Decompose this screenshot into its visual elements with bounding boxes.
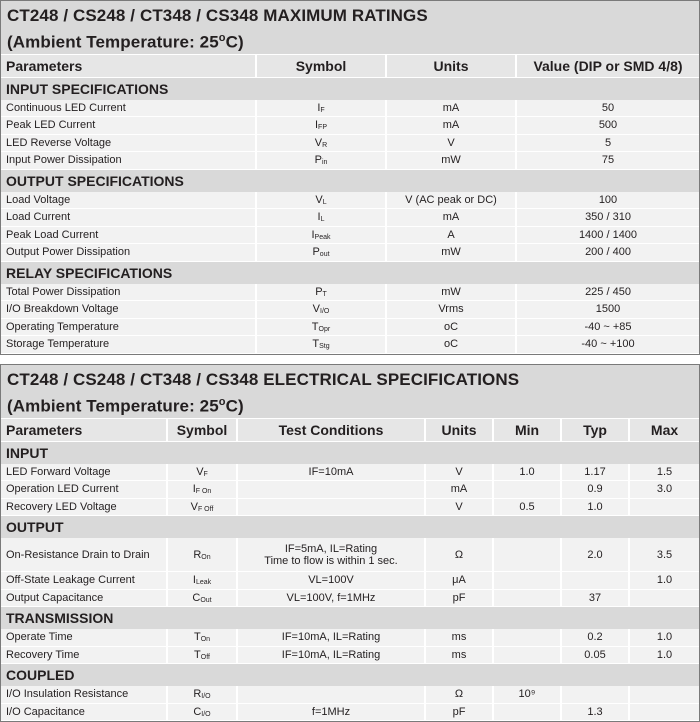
parameter-cell: On-Resistance Drain to Drain bbox=[1, 538, 167, 572]
typ-cell: 37 bbox=[561, 589, 629, 607]
value-cell: 50 bbox=[516, 100, 699, 117]
parameter-cell: Peak LED Current bbox=[1, 117, 256, 135]
value-cell: 5 bbox=[516, 134, 699, 152]
table-row bbox=[1, 117, 699, 135]
test-conditions-cell bbox=[237, 464, 425, 481]
symbol: C bbox=[193, 705, 202, 718]
symbol-subscript: T bbox=[322, 290, 327, 298]
test-condition: f=1MHz bbox=[311, 705, 351, 718]
value-cell: -40 ~ +100 bbox=[516, 336, 699, 354]
symbol-cell bbox=[167, 481, 237, 499]
units-cell: μA bbox=[425, 572, 493, 590]
symbol-cell bbox=[256, 209, 386, 227]
symbol-subscript: Off bbox=[200, 653, 210, 661]
parameter-cell: Total Power Dissipation bbox=[1, 284, 256, 301]
table-row bbox=[1, 134, 699, 152]
column-header: Max bbox=[629, 418, 699, 441]
value-cell: -40 ~ +85 bbox=[516, 318, 699, 336]
symbol-cell bbox=[167, 464, 237, 481]
units-cell: pF bbox=[425, 703, 493, 721]
table-row bbox=[1, 703, 699, 721]
value-cell: 225 / 450 bbox=[516, 284, 699, 301]
typ-cell: 0.9 bbox=[561, 481, 629, 499]
parameter-cell: Recovery LED Voltage bbox=[1, 498, 167, 516]
symbol: V bbox=[312, 303, 320, 316]
value-cell: 1400 / 1400 bbox=[516, 226, 699, 244]
units-cell: mA bbox=[386, 117, 516, 135]
title-line-2-unit: C) bbox=[225, 32, 244, 52]
test-condition: IF=10mA bbox=[308, 465, 354, 478]
units-cell: mW bbox=[386, 152, 516, 170]
parameter-cell: Peak Load Current bbox=[1, 226, 256, 244]
parameter-cell: I/O Insulation Resistance bbox=[1, 686, 167, 703]
min-cell bbox=[493, 572, 561, 590]
test-condition-note: Time to flow is within 1 sec. bbox=[264, 554, 398, 567]
test-conditions-cell bbox=[237, 686, 425, 703]
test-conditions-cell bbox=[237, 572, 425, 590]
column-header: Value (DIP or SMD 4/8) bbox=[516, 54, 699, 77]
max-cell: 3.0 bbox=[629, 481, 699, 499]
symbol-subscript: Leak bbox=[195, 579, 212, 587]
parameter-cell: Output Power Dissipation bbox=[1, 244, 256, 262]
typ-cell: 2.0 bbox=[561, 538, 629, 572]
test-condition: IF=5mA, IL=Rating bbox=[284, 542, 378, 555]
units-cell: V bbox=[425, 498, 493, 516]
symbol: P bbox=[315, 285, 323, 298]
section-title: OUTPUT SPECIFICATIONS bbox=[1, 169, 699, 192]
units-cell: Vrms bbox=[386, 301, 516, 319]
value-cell: 350 / 310 bbox=[516, 209, 699, 227]
symbol: P bbox=[312, 246, 320, 259]
table-row bbox=[1, 589, 699, 607]
units-cell: V bbox=[386, 134, 516, 152]
units-cell: ms bbox=[425, 646, 493, 664]
value-cell: 75 bbox=[516, 152, 699, 170]
symbol: T bbox=[311, 320, 319, 333]
symbol-subscript: L bbox=[320, 216, 325, 224]
parameter-cell: Operate Time bbox=[1, 629, 167, 646]
symbol-cell bbox=[256, 117, 386, 135]
symbol-cell bbox=[256, 226, 386, 244]
table-row bbox=[1, 629, 699, 646]
max-cell: 1.5 bbox=[629, 464, 699, 481]
min-cell: 1.0 bbox=[493, 464, 561, 481]
min-cell: 0.5 bbox=[493, 498, 561, 516]
parameter-cell: Continuous LED Current bbox=[1, 100, 256, 117]
symbol-subscript: I/O bbox=[201, 693, 211, 701]
table-row bbox=[1, 336, 699, 354]
section-header bbox=[1, 261, 699, 284]
parameter-cell: Operating Temperature bbox=[1, 318, 256, 336]
symbol-cell bbox=[167, 538, 237, 572]
symbol-subscript: F bbox=[203, 470, 208, 478]
min-cell bbox=[493, 589, 561, 607]
table-row bbox=[1, 318, 699, 336]
units-cell: V bbox=[425, 464, 493, 481]
symbol: V bbox=[196, 465, 204, 478]
column-header: Parameters bbox=[1, 418, 167, 441]
parameter-cell: Off-State Leakage Current bbox=[1, 572, 167, 590]
test-condition: IF=10mA, IL=Rating bbox=[281, 631, 381, 644]
column-header: Units bbox=[386, 54, 516, 77]
min-cell bbox=[493, 646, 561, 664]
header-row bbox=[1, 54, 699, 77]
symbol: R bbox=[193, 688, 202, 701]
section-header bbox=[1, 516, 699, 539]
title-row bbox=[1, 365, 699, 418]
symbol: V bbox=[314, 136, 323, 149]
units-cell: pF bbox=[425, 589, 493, 607]
test-conditions-cell bbox=[237, 498, 425, 516]
table-title bbox=[1, 365, 699, 418]
table-row bbox=[1, 481, 699, 499]
units-cell: Ω bbox=[425, 538, 493, 572]
symbol-cell bbox=[167, 686, 237, 703]
symbol: R bbox=[193, 548, 202, 561]
parameter-cell: I/O Capacitance bbox=[1, 703, 167, 721]
header-row bbox=[1, 418, 699, 441]
typ-cell: 1.17 bbox=[561, 464, 629, 481]
maximum-ratings-table bbox=[0, 0, 700, 355]
symbol-subscript: F On bbox=[195, 488, 212, 496]
column-header: Typ bbox=[561, 418, 629, 441]
typ-cell: 1.3 bbox=[561, 703, 629, 721]
test-conditions-cell bbox=[237, 589, 425, 607]
table-row bbox=[1, 301, 699, 319]
symbol: I bbox=[317, 101, 321, 114]
max-cell: 1.0 bbox=[629, 572, 699, 590]
title-line-2-text: (Ambient Temperature: 25 bbox=[7, 32, 219, 52]
symbol-subscript: Stg bbox=[319, 343, 330, 351]
max-cell: 1.0 bbox=[629, 646, 699, 664]
symbol-cell bbox=[256, 100, 386, 117]
parameter-cell: Load Current bbox=[1, 209, 256, 227]
section-header bbox=[1, 607, 699, 630]
units-cell: Ω bbox=[425, 686, 493, 703]
min-cell bbox=[493, 481, 561, 499]
section-title: TRANSMISSION bbox=[1, 607, 699, 630]
symbol-subscript: On bbox=[201, 553, 211, 561]
max-cell: 1.0 bbox=[629, 629, 699, 646]
parameter-cell: Load Voltage bbox=[1, 192, 256, 209]
symbol: T bbox=[193, 631, 201, 644]
max-cell bbox=[629, 589, 699, 607]
title-line-1: CT248 / CS248 / CT348 / CS348 MAXIMUM RATINGS bbox=[7, 6, 428, 25]
symbol-subscript: Peak bbox=[314, 233, 331, 241]
typ-cell bbox=[561, 686, 629, 703]
symbol-cell bbox=[256, 244, 386, 262]
symbol-subscript: I/O bbox=[320, 308, 330, 316]
symbol: V bbox=[315, 193, 323, 206]
test-conditions-cell bbox=[237, 481, 425, 499]
symbol-subscript: F Off bbox=[197, 505, 214, 513]
symbol-subscript: out bbox=[319, 251, 330, 259]
test-conditions-cell bbox=[237, 703, 425, 721]
test-condition: VL=100V bbox=[308, 574, 354, 587]
column-header: Symbol bbox=[167, 418, 237, 441]
symbol-cell bbox=[167, 646, 237, 664]
section-header bbox=[1, 441, 699, 464]
table-row bbox=[1, 498, 699, 516]
symbol-cell bbox=[256, 301, 386, 319]
table-title bbox=[1, 1, 699, 54]
units-cell: V (AC peak or DC) bbox=[386, 192, 516, 209]
parameter-cell: Output Capacitance bbox=[1, 589, 167, 607]
column-header: Parameters bbox=[1, 54, 256, 77]
symbol: I bbox=[192, 483, 196, 496]
title-line-2-text: (Ambient Temperature: 25 bbox=[7, 396, 219, 416]
units-cell: ms bbox=[425, 629, 493, 646]
test-conditions-cell bbox=[237, 646, 425, 664]
symbol-cell bbox=[256, 152, 386, 170]
symbol-subscript: in bbox=[321, 159, 328, 167]
section-title: COUPLED bbox=[1, 664, 699, 687]
parameter-cell: LED Reverse Voltage bbox=[1, 134, 256, 152]
title-line-1: CT248 / CS248 / CT348 / CS348 ELECTRICAL SPECIFICATIONS bbox=[7, 370, 520, 389]
column-header: Test Conditions bbox=[237, 418, 425, 441]
symbol-subscript: R bbox=[322, 141, 328, 149]
parameter-cell: LED Forward Voltage bbox=[1, 464, 167, 481]
table-row bbox=[1, 209, 699, 227]
table-row bbox=[1, 572, 699, 590]
symbol-subscript: Out bbox=[200, 596, 212, 604]
section-header bbox=[1, 664, 699, 687]
test-conditions-cell bbox=[237, 629, 425, 646]
symbol: T bbox=[312, 338, 320, 351]
electrical-specifications-table bbox=[0, 364, 700, 722]
symbol: I bbox=[192, 574, 196, 587]
parameter-cell: Operation LED Current bbox=[1, 481, 167, 499]
symbol-cell bbox=[256, 336, 386, 354]
max-cell bbox=[629, 703, 699, 721]
section-header bbox=[1, 169, 699, 192]
symbol-cell bbox=[256, 284, 386, 301]
symbol-cell bbox=[167, 629, 237, 646]
value-cell: 100 bbox=[516, 192, 699, 209]
symbol: I bbox=[317, 211, 321, 224]
symbol: I bbox=[314, 119, 319, 132]
table-row bbox=[1, 152, 699, 170]
typ-cell: 0.05 bbox=[561, 646, 629, 664]
max-cell: 3.5 bbox=[629, 538, 699, 572]
symbol: T bbox=[194, 648, 201, 661]
section-title: INPUT bbox=[1, 441, 699, 464]
section-header bbox=[1, 77, 699, 100]
column-header: Min bbox=[493, 418, 561, 441]
section-title: RELAY SPECIFICATIONS bbox=[1, 261, 699, 284]
column-header: Symbol bbox=[256, 54, 386, 77]
value-cell: 500 bbox=[516, 117, 699, 135]
section-title: INPUT SPECIFICATIONS bbox=[1, 77, 699, 100]
symbol-cell bbox=[256, 192, 386, 209]
max-cell bbox=[629, 498, 699, 516]
table-row bbox=[1, 464, 699, 481]
min-cell bbox=[493, 538, 561, 572]
test-condition: IF=10mA, IL=Rating bbox=[281, 648, 381, 661]
symbol-cell bbox=[167, 703, 237, 721]
symbol-cell bbox=[256, 134, 386, 152]
units-cell: A bbox=[386, 226, 516, 244]
symbol-subscript: L bbox=[322, 198, 327, 206]
min-cell bbox=[493, 703, 561, 721]
table-row bbox=[1, 192, 699, 209]
symbol: P bbox=[314, 154, 322, 167]
test-conditions-cell bbox=[237, 538, 425, 572]
table-row bbox=[1, 284, 699, 301]
section-title: OUTPUT bbox=[1, 516, 699, 539]
symbol: C bbox=[192, 591, 201, 604]
value-cell: 1500 bbox=[516, 301, 699, 319]
table-row bbox=[1, 538, 699, 572]
min-cell bbox=[493, 629, 561, 646]
symbol-cell bbox=[167, 572, 237, 590]
parameter-cell: Input Power Dissipation bbox=[1, 152, 256, 170]
table-row bbox=[1, 244, 699, 262]
title-line-2 bbox=[7, 391, 693, 418]
title-row bbox=[1, 1, 699, 54]
symbol: I bbox=[311, 228, 315, 241]
units-cell: mW bbox=[386, 284, 516, 301]
test-condition: VL=100V, f=1MHz bbox=[286, 591, 376, 604]
symbol-subscript: I/O bbox=[201, 710, 211, 718]
title-line-2-unit: C) bbox=[225, 396, 244, 416]
units-cell: mA bbox=[386, 209, 516, 227]
units-cell: mA bbox=[386, 100, 516, 117]
symbol-subscript: F bbox=[320, 106, 325, 114]
typ-cell: 1.0 bbox=[561, 498, 629, 516]
table-row bbox=[1, 646, 699, 664]
table-row bbox=[1, 686, 699, 703]
units-cell: mA bbox=[425, 481, 493, 499]
min-cell: 10⁹ bbox=[493, 686, 561, 703]
symbol-subscript: Opr bbox=[318, 325, 331, 333]
max-cell bbox=[629, 686, 699, 703]
units-cell: oC bbox=[386, 318, 516, 336]
table-row bbox=[1, 226, 699, 244]
title-line-2 bbox=[7, 27, 693, 54]
typ-cell bbox=[561, 572, 629, 590]
units-cell: oC bbox=[386, 336, 516, 354]
units-cell: mW bbox=[386, 244, 516, 262]
value-cell: 200 / 400 bbox=[516, 244, 699, 262]
symbol-subscript: FP bbox=[318, 124, 327, 132]
degree-mark: o bbox=[218, 32, 226, 44]
parameter-cell: Storage Temperature bbox=[1, 336, 256, 354]
parameter-cell: I/O Breakdown Voltage bbox=[1, 301, 256, 319]
degree-mark: o bbox=[218, 396, 226, 408]
symbol-cell bbox=[167, 498, 237, 516]
symbol-subscript: On bbox=[200, 636, 211, 644]
parameter-cell: Recovery Time bbox=[1, 646, 167, 664]
column-header: Units bbox=[425, 418, 493, 441]
table-row bbox=[1, 100, 699, 117]
typ-cell: 0.2 bbox=[561, 629, 629, 646]
symbol-cell bbox=[256, 318, 386, 336]
symbol: V bbox=[190, 500, 198, 513]
symbol-cell bbox=[167, 589, 237, 607]
